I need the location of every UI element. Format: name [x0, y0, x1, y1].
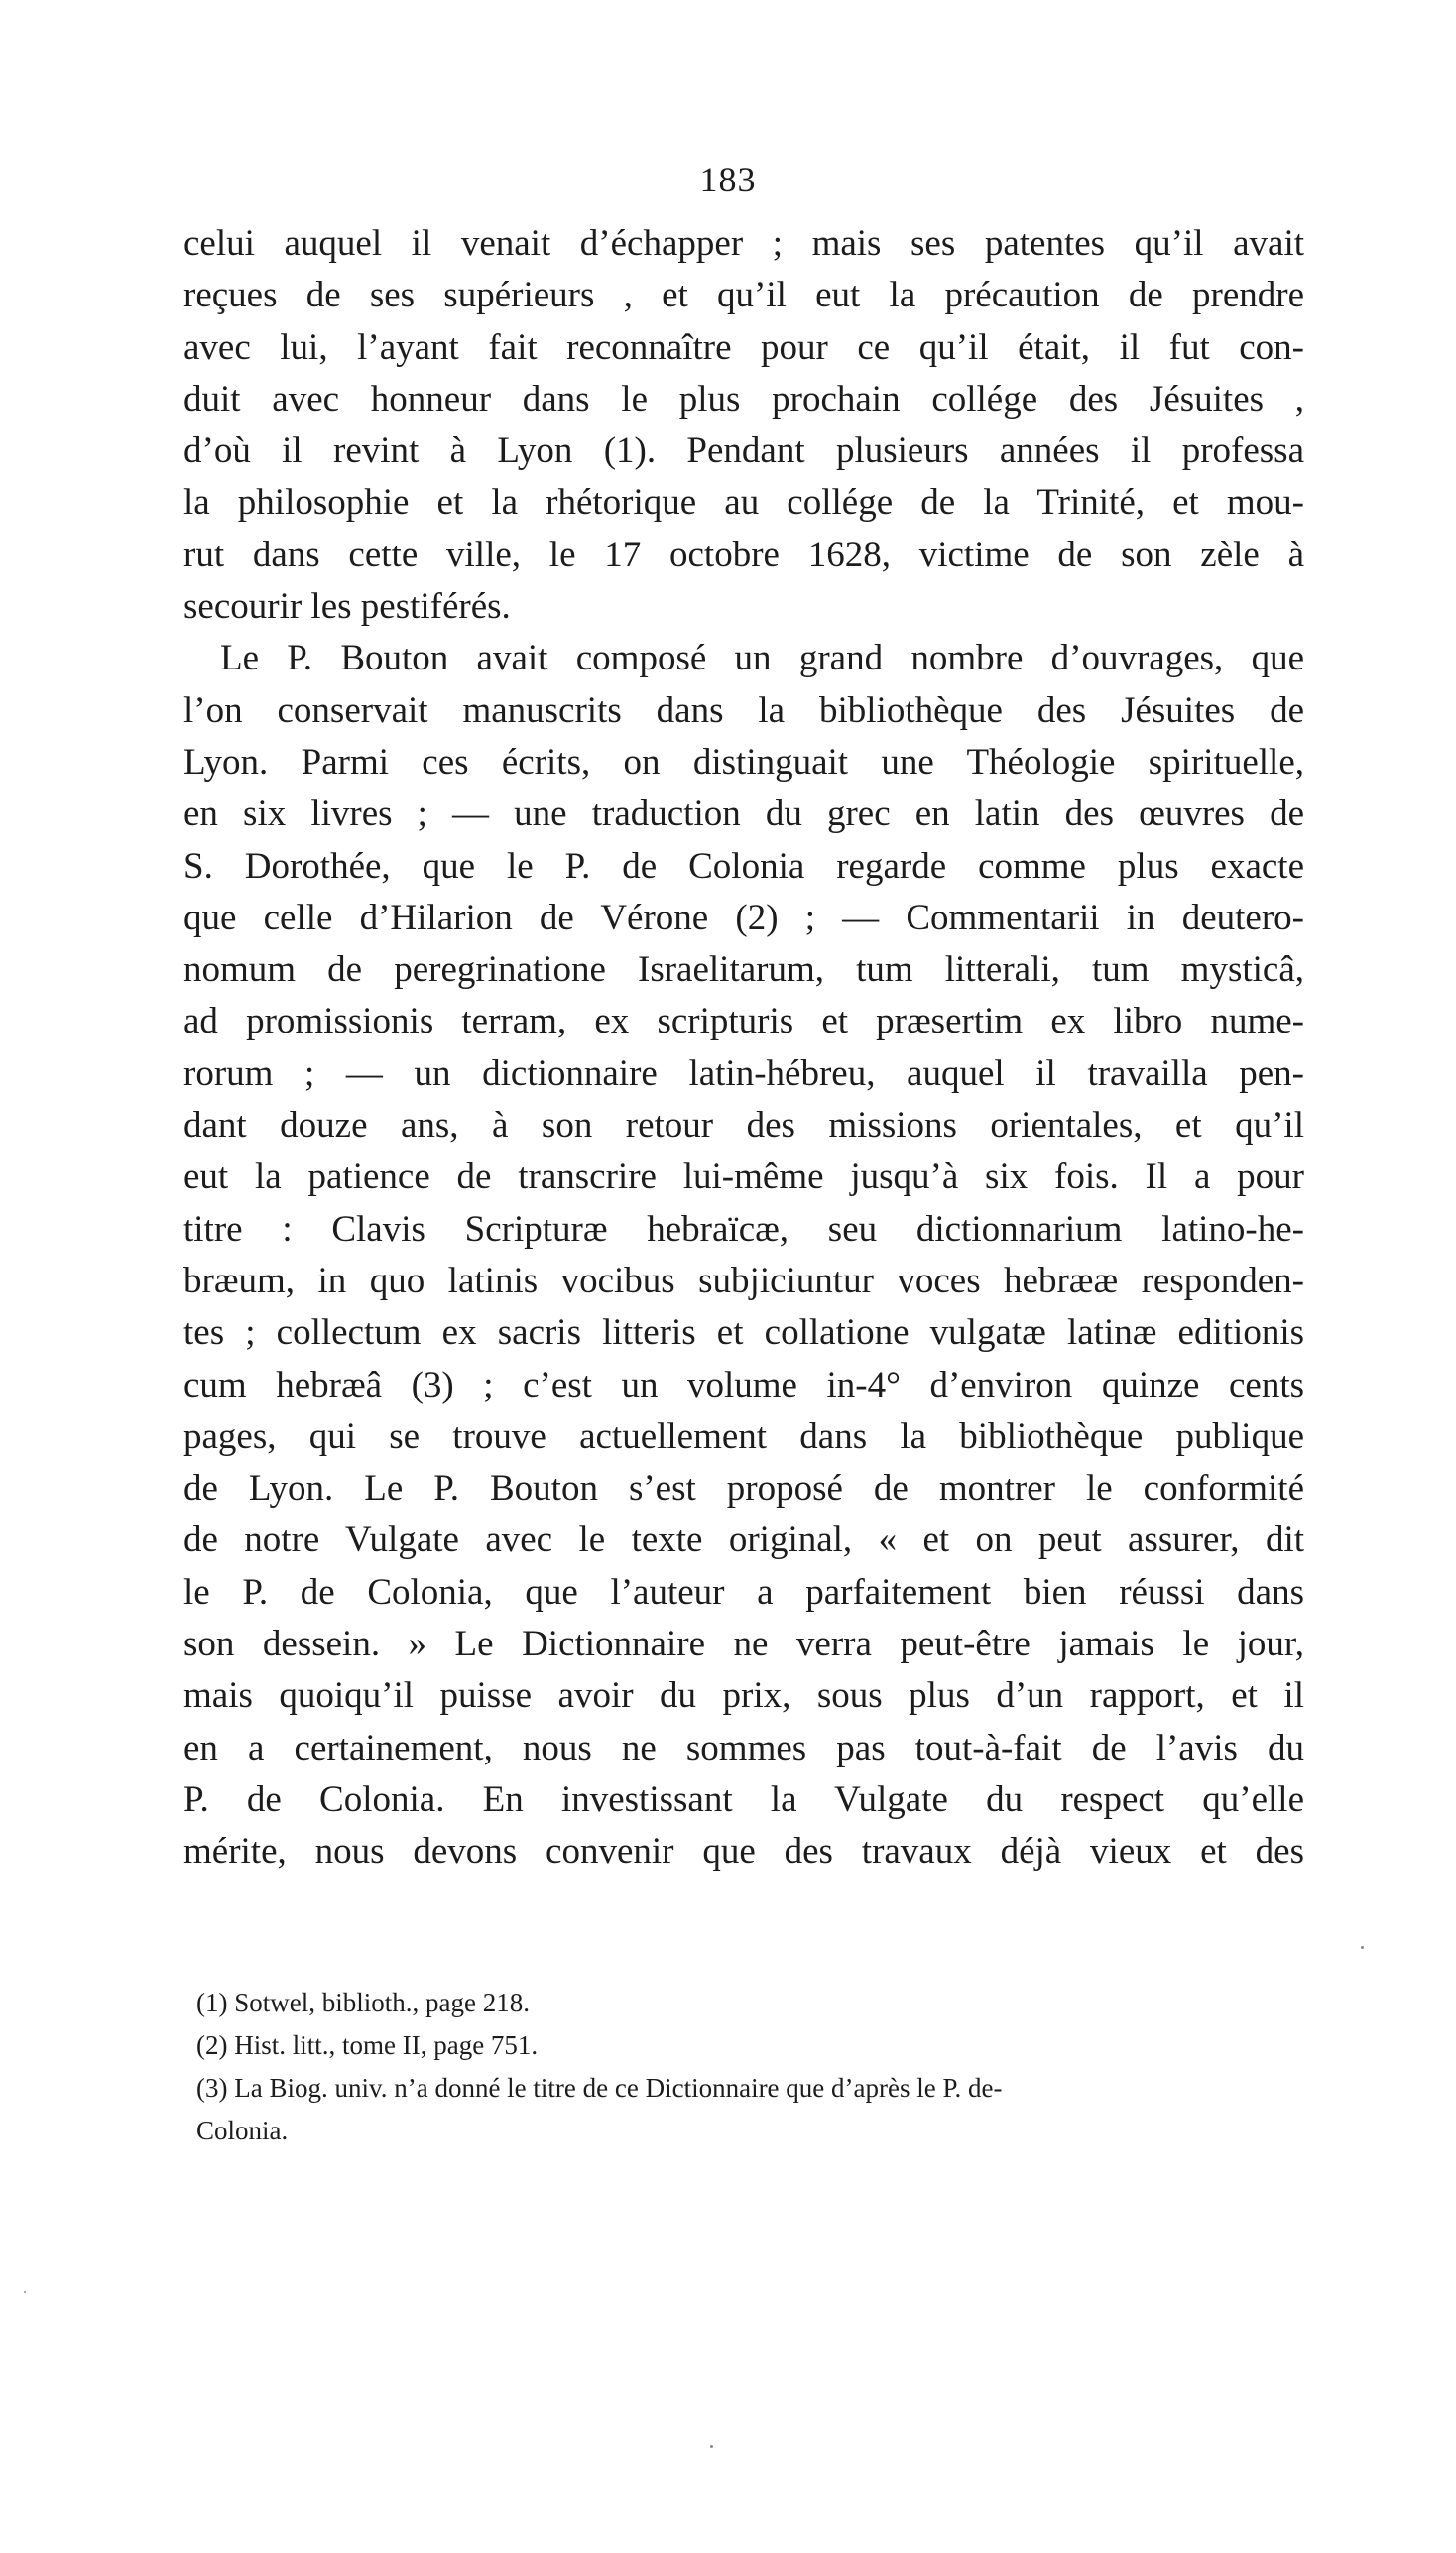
text-line: dant douze ans, à son retour des missions orientales, et qu’il: [183, 1105, 1304, 1147]
text-line: nomum de peregrinatione Israelitarum, tum litterali, tum mysticâ,: [183, 949, 1304, 991]
text-line: Lyon. Parmi ces écrits, on distinguait une Théologie spirituelle,: [183, 741, 1304, 783]
text-line: celui auquel il venait d’échapper ; mais ses patentes qu’il avait: [183, 223, 1304, 264]
text-line: Le P. Bouton avait composé un grand nombre d’ouvrages, que: [220, 638, 1304, 679]
page-number: 183: [699, 160, 757, 199]
text-line: S. Dorothée, que le P. de Colonia regarde comme plus exacte: [183, 845, 1304, 887]
body-text: [183, 218, 1304, 1879]
text-line: de Lyon. Le P. Bouton s’est proposé de montrer le conformité: [183, 1468, 1304, 1510]
text-line: duit avec honneur dans le plus prochain collége des Jésuites ,: [183, 378, 1304, 420]
text-line: mais quoiqu’il puisse avoir du prix, sous plus d’un rapport, et il: [183, 1675, 1304, 1717]
text-line: eut la patience de transcrire lui-même jusqu’à six fois. Il a pour: [183, 1156, 1304, 1198]
text-line: P. de Colonia. En investissant la Vulgate du respect qu’elle: [183, 1778, 1304, 1820]
text-line: avec lui, l’ayant fait reconnaître pour ce qu’il était, il fut con-: [183, 326, 1304, 368]
footnotes: [196, 1982, 1305, 2152]
text-line: le P. de Colonia, que l’auteur a parfaitement bien réussi dans: [183, 1571, 1304, 1613]
text-line: cum hebræâ (3) ; c’est un volume in-4° d’environ quinze cents: [183, 1364, 1304, 1405]
text-line: la philosophie et la rhétorique au collége de la Trinité, et mou-: [183, 482, 1304, 524]
text-line: titre : Clavis Scripturæ hebraïcæ, seu dictionnarium latino-he-: [183, 1208, 1304, 1250]
text-line: pages, qui se trouve actuellement dans la bibliothèque publique: [183, 1415, 1304, 1457]
footnote: (2) Hist. litt., tome II, page 751.: [196, 2030, 539, 2060]
text-line: bræum, in quo latinis vocibus subjiciuntur voces hebrææ responden-: [183, 1260, 1304, 1301]
text-line: secourir les pestiférés.: [183, 586, 511, 628]
text-line: reçues de ses supérieurs , et qu’il eut la précaution de prendre: [183, 275, 1304, 316]
text-line: rut dans cette ville, le 17 octobre 1628, victime de son zèle à: [183, 534, 1304, 575]
text-line: que celle d’Hilarion de Vérone (2) ; — Commentarii in deutero-: [183, 897, 1304, 938]
text-line: en six livres ; — une traduction du grec en latin des œuvres de: [183, 793, 1304, 835]
text-line: ad promissionis terram, ex scripturis et præsertim ex libro nume-: [183, 1001, 1304, 1042]
text-line: rorum ; — un dictionnaire latin-hébreu, auquel il travailla pen-: [183, 1052, 1304, 1094]
text-line: son dessein. » Le Dictionnaire ne verra peut-être jamais le jour,: [183, 1624, 1304, 1665]
text-line: l’on conservait manuscrits dans la bibliothèque des Jésuites de: [183, 689, 1304, 731]
paper-speck: [710, 2445, 713, 2448]
text-line: en a certainement, nous ne sommes pas tout-à-fait de l’avis du: [183, 1727, 1304, 1768]
text-line: tes ; collectum ex sacris litteris et collatione vulgatæ latinæ editionis: [183, 1312, 1304, 1354]
footnote: (1) Sotwel, biblioth., page 218.: [196, 1988, 530, 2017]
paper-speck: [24, 2291, 26, 2293]
footnote-continuation: Colonia.: [196, 2116, 289, 2145]
text-line: mérite, nous devons convenir que des travaux déjà vieux et des: [183, 1831, 1304, 1873]
text-line: d’où il revint à Lyon (1). Pendant plusieurs années il professa: [183, 430, 1304, 472]
paper-speck: [1361, 1946, 1364, 1949]
footnote: (3) La Biog. univ. n’a donné le titre de ce Dictionnaire que d’après le P. de-: [196, 2073, 1003, 2103]
text-line: de notre Vulgate avec le texte original, « et on peut assurer, dit: [183, 1520, 1304, 1561]
